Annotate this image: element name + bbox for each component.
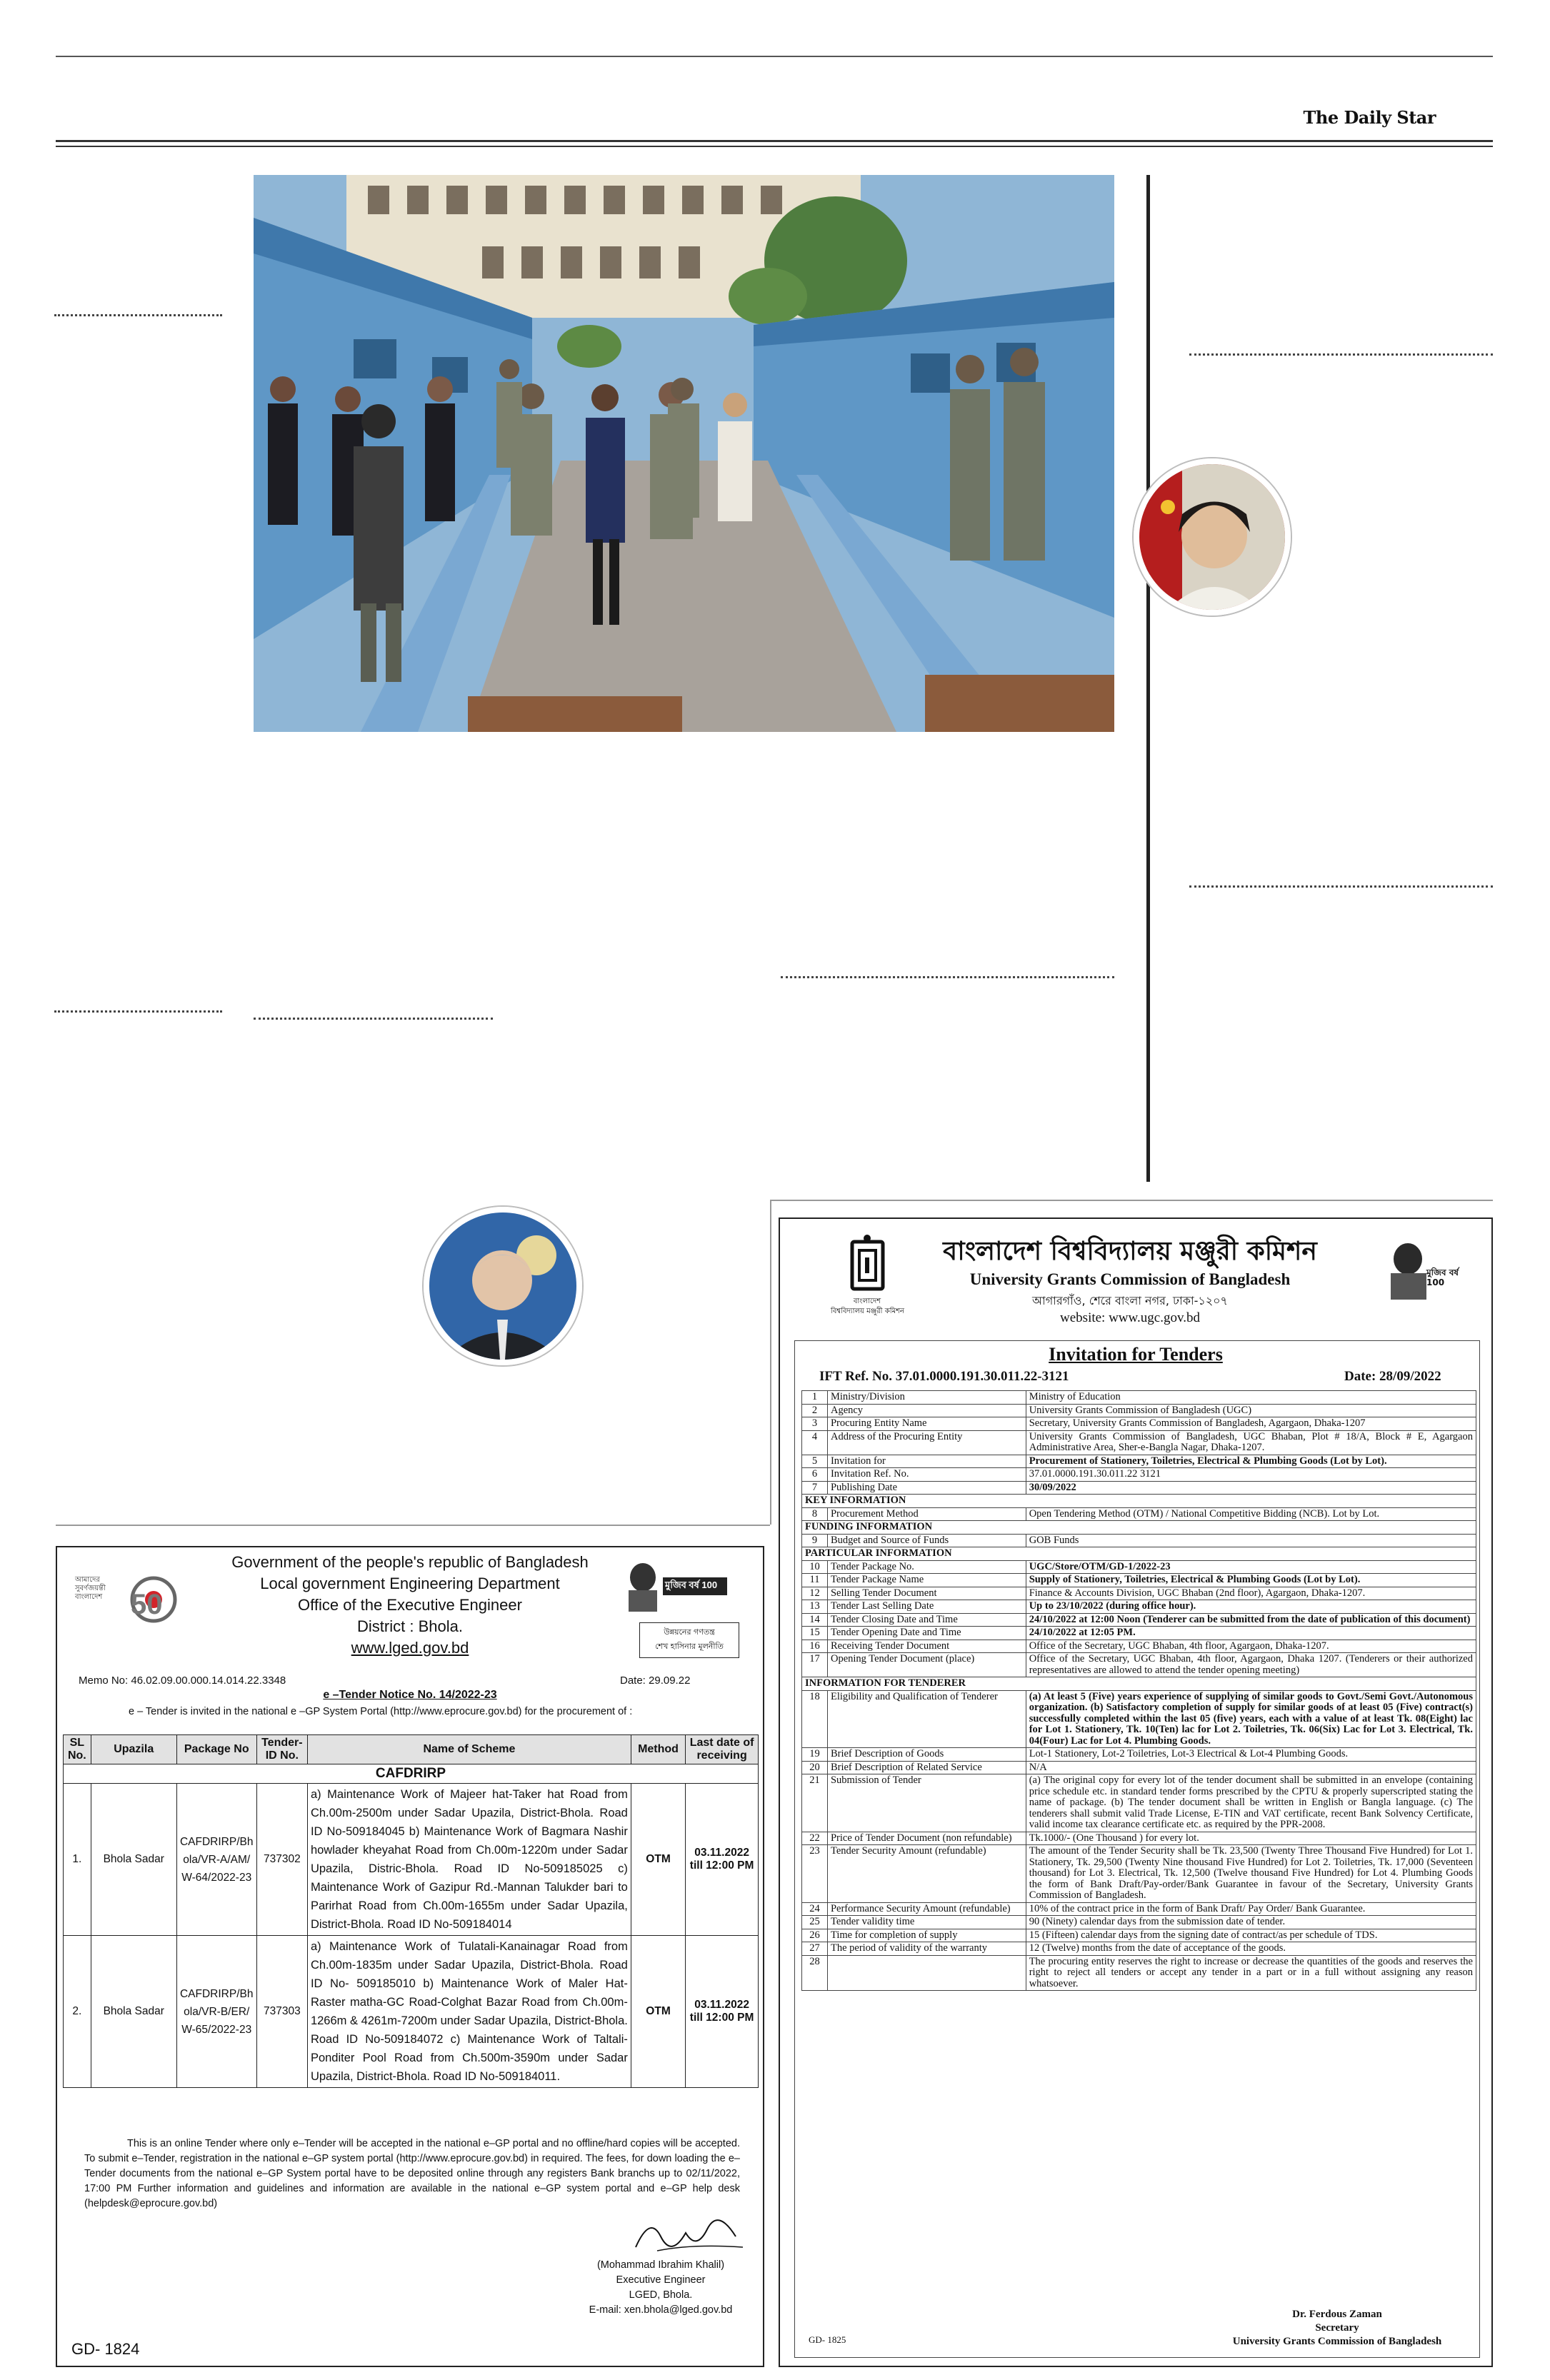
ugc-signatory-org: University Grants Commission of Bangladesh bbox=[1232, 2336, 1442, 2347]
signatory-name: (Mohammad Ibrahim Khalil) bbox=[596, 2259, 725, 2271]
row-number: 15 bbox=[802, 1627, 828, 1640]
logo-year: 50 bbox=[131, 1589, 163, 1620]
header-line-3: Office of the Executive Engineer bbox=[298, 1596, 522, 1614]
row-label: Budget and Source of Funds bbox=[827, 1534, 1026, 1547]
row-upazila: Bhola Sadar bbox=[91, 1936, 176, 2088]
story-separator-left-2 bbox=[54, 1010, 222, 1013]
table-row bbox=[802, 1507, 1476, 1521]
mujib-100-stamp bbox=[621, 1562, 729, 1612]
row-value: 10% of the contract price in the form of Bank Draft/ Pay Order/ Bank Guarantee. bbox=[1026, 1902, 1476, 1916]
row-value: Lot-1 Stationery, Lot-2 Toiletries, Lot-3 Electrical & Lot-4 Plumbing Goods. bbox=[1026, 1748, 1476, 1762]
table-row bbox=[802, 1774, 1476, 1832]
row-number: 1 bbox=[802, 1391, 828, 1405]
notice-area-rule-left bbox=[56, 1525, 770, 1526]
ugc-signatory-name: Dr. Ferdous Zaman bbox=[1292, 2309, 1382, 2320]
section-row bbox=[802, 1521, 1476, 1535]
row-value: N/A bbox=[1026, 1761, 1476, 1774]
row-number: 25 bbox=[802, 1916, 828, 1929]
row-label: Tender Package Name bbox=[827, 1574, 1026, 1587]
row-value: Ministry of Education bbox=[1026, 1391, 1476, 1405]
row-number: 7 bbox=[802, 1481, 828, 1495]
row-label: Tender validity time bbox=[827, 1916, 1026, 1929]
row-label: Invitation Ref. No. bbox=[827, 1468, 1026, 1482]
row-label: Tender Security Amount (refundable) bbox=[827, 1845, 1026, 1903]
gd-code: GD- 1824 bbox=[71, 2340, 140, 2358]
row-value: 30/09/2022 bbox=[1026, 1481, 1476, 1495]
header-line-4: District : Bhola. bbox=[357, 1617, 463, 1635]
section-label: KEY INFORMATION bbox=[802, 1495, 1476, 1508]
row-number: 28 bbox=[802, 1955, 828, 1991]
row-value: The procuring entity reserves the right to increase or decrease the quantities of the goods and reserves the right to reject all tenders or accept any tender in a part or in a full without assigning any reason whatsoever. bbox=[1026, 1955, 1476, 1991]
news-photo bbox=[254, 175, 1114, 732]
row-package: CAFDRIRP/Bhola/VR-B/ER/W-65/2022-23 bbox=[176, 1936, 256, 2088]
table-row bbox=[802, 1942, 1476, 1956]
ugc-mujib-stamp bbox=[1384, 1239, 1476, 1303]
ugc-ift-ref: IFT Ref. No. 37.01.0000.191.30.011.22-3121 bbox=[819, 1369, 1069, 1384]
table-row bbox=[802, 1902, 1476, 1916]
row-number: 27 bbox=[802, 1942, 828, 1956]
header-double-rule-2 bbox=[56, 146, 1493, 147]
table-row bbox=[802, 1481, 1476, 1495]
row-sl: 2. bbox=[64, 1936, 91, 2088]
table-row bbox=[64, 1784, 759, 1936]
table-row bbox=[802, 1600, 1476, 1614]
row-value: The amount of the Tender Security shall be Tk. 23,500 (Twenty Three Thousand Five Hundred) for Lot 1. Stationery, Tk. 29,500 (Twenty Nine thousand Five Hundred) for Lot 2. Toiletries, Tk. 17,000 (Seventeen thousand) for Lot 3. Electrical, Tk. 12,500 (Twelve thousand Five Hundred) for Lot 4. Plumbing Goods the form of Bank Draft/Pay-order/Bank Guarantee in favour of the Secretary, University Grants Commission of Bangladesh. bbox=[1026, 1845, 1476, 1903]
row-method: OTM bbox=[631, 1784, 685, 1936]
table-row bbox=[802, 1845, 1476, 1903]
row-number: 3 bbox=[802, 1417, 828, 1431]
ugc-title-bangla: বাংলাদেশ বিশ্ববিদ্যালয় মঞ্জুরী কমিশন bbox=[943, 1237, 1317, 1266]
row-value: 37.01.0000.191.30.011.22 3121 bbox=[1026, 1468, 1476, 1482]
row-number: 24 bbox=[802, 1902, 828, 1916]
notice-date: Date: 29.09.22 bbox=[620, 1674, 691, 1687]
row-label: Ministry/Division bbox=[827, 1391, 1026, 1405]
section-label: FUNDING INFORMATION bbox=[802, 1521, 1476, 1535]
row-value: University Grants Commission of Bangladesh, UGC Bhaban, Plot # 18/A, Block # E, Agargaon Administrative Area, Sher-e-Bangla Nagar, Dhaka-1207. bbox=[1026, 1430, 1476, 1455]
row-value: Open Tendering Method (OTM) / National Competitive Bidding (NCB). Lot by Lot. bbox=[1026, 1507, 1476, 1521]
ugc-address: আগারগাঁও, শেরে বাংলা নগর, ঢাকা-১২০৭ bbox=[1032, 1294, 1228, 1307]
badge-line-1: উন্নয়নের গণতন্ত্র bbox=[664, 1627, 715, 1637]
row-number: 6 bbox=[802, 1468, 828, 1482]
table-group-row bbox=[64, 1764, 759, 1784]
masthead-logo: The Daily Star bbox=[1303, 107, 1436, 128]
row-label: Agency bbox=[827, 1404, 1026, 1417]
section-row bbox=[802, 1547, 1476, 1561]
row-scheme: a) Maintenance Work of Majeer hat-Taker hat Road from Ch.00m-2500m under Sadar Upazila, District-Bhola. Road ID No-509184045 b) Maintenance Work of Bagmara Nashir howlader kheyahat Road from Ch.00m-1220m under Sadar Upazila, Distric-Bhola. Road ID No-509185025 c) Maintenance Work of Gazipur Rd.-Mannan Talukder bari to Parirhat Road from Ch.00m-1655m under Sadar Upazila, District-Bhola. Road ID No-509184014 bbox=[307, 1784, 631, 1936]
table-row bbox=[802, 1748, 1476, 1762]
row-label: Address of the Procuring Entity bbox=[827, 1430, 1026, 1455]
col-package: Package No bbox=[176, 1735, 256, 1764]
row-value: (a) At least 5 (Five) years experience of supplying of similar goods to Govt./Semi Govt./Autonomous organization. (b) Satisfactory completion of supply for similar goods of at least 05 (Five) contract(s) successfully completed within the last 05 (five) years, each with a value of at least Tk. 08(Eight) lac for Lot 1. Stationery, Tk. 10(Ten) lac for Lot 2. Toiletries, Tk. 06(Six) Lac for Lot 3. Electrical, Tk. 04(Four) Lac for Lot 4. Plumbing Goods. bbox=[1026, 1690, 1476, 1748]
section-label: PARTICULAR INFORMATION bbox=[802, 1547, 1476, 1561]
row-number: 19 bbox=[802, 1748, 828, 1762]
table-row bbox=[802, 1468, 1476, 1482]
row-label: Brief Description of Related Service bbox=[827, 1761, 1026, 1774]
table-row bbox=[802, 1653, 1476, 1677]
header-line-2: Local government Engineering Department bbox=[260, 1575, 560, 1592]
row-upazila: Bhola Sadar bbox=[91, 1784, 176, 1936]
row-label: Submission of Tender bbox=[827, 1774, 1026, 1832]
row-scheme: a) Maintenance Work of Tulatali-Kanainagar Road from Ch.00m-1835m under Sadar Upazila, District-Bhola. Road ID No- 509185010 b) Maintenance Work of Maler Hat-Raster matha-GC Road-Colghat Bazar Road from Ch.00m-1266m & 4261m-7200m under Sadar Upazila, District-Bhola. Road ID No-509184072 c) Maintenance Work of Taltali-Ponditer Pool Road from Ch.500m-3590m under Sadar Upazila, District-Bhola. Road ID No-509184011. bbox=[307, 1936, 631, 2088]
row-number: 17 bbox=[802, 1653, 828, 1677]
ugc-date: Date: 28/09/2022 bbox=[1344, 1369, 1441, 1384]
row-number: 18 bbox=[802, 1690, 828, 1748]
story-separator-mid-1 bbox=[254, 1018, 493, 1020]
table-row bbox=[802, 1560, 1476, 1574]
row-number: 26 bbox=[802, 1929, 828, 1942]
col-tender-id: Tender-ID No. bbox=[256, 1735, 307, 1764]
top-rule bbox=[56, 56, 1493, 57]
table-row bbox=[802, 1587, 1476, 1600]
row-value: 12 (Twelve) months from the date of acceptance of the goods. bbox=[1026, 1942, 1476, 1956]
portrait-photo-left bbox=[424, 1207, 582, 1365]
ugc-logo-caption-2: বিশ্ববিদ্যালয় মঞ্জুরী কমিশন bbox=[830, 1307, 905, 1315]
notice-title: e –Tender Notice No. 14/2022-23 bbox=[323, 1689, 497, 1701]
row-package: CAFDRIRP/Bhola/VR-A/AM/W-64/2022-23 bbox=[176, 1784, 256, 1936]
row-last-date: 03.11.2022 till 12:00 PM bbox=[686, 1936, 759, 2088]
table-row bbox=[802, 1832, 1476, 1845]
col-upazila: Upazila bbox=[91, 1735, 176, 1764]
table-row bbox=[802, 1955, 1476, 1991]
header-double-rule-1 bbox=[56, 140, 1493, 142]
section-label: INFORMATION FOR TENDERER bbox=[802, 1677, 1476, 1691]
row-value: UGC/Store/OTM/GD-1/2022-23 bbox=[1026, 1560, 1476, 1574]
ugc-info-table bbox=[801, 1390, 1476, 1991]
story-separator-mid-2 bbox=[781, 976, 1114, 978]
row-number: 9 bbox=[802, 1534, 828, 1547]
row-value: Supply of Stationery, Toiletries, Electrical & Plumbing Goods (Lot by Lot). bbox=[1026, 1574, 1476, 1587]
row-value: Secretary, University Grants Commission of Bangladesh, Agargaon, Dhaka-1207 bbox=[1026, 1417, 1476, 1431]
row-number: 20 bbox=[802, 1761, 828, 1774]
mujib-stamp-label: মুজিব বর্ষ 100 bbox=[663, 1577, 727, 1595]
section-row bbox=[802, 1677, 1476, 1691]
row-label: Selling Tender Document bbox=[827, 1587, 1026, 1600]
ugc-signatory-block bbox=[1201, 2308, 1473, 2349]
row-label: Tender Opening Date and Time bbox=[827, 1627, 1026, 1640]
row-number: 4 bbox=[802, 1430, 828, 1455]
table-row bbox=[802, 1417, 1476, 1431]
row-label: Performance Security Amount (refundable) bbox=[827, 1902, 1026, 1916]
table-row bbox=[64, 1936, 759, 2088]
ugc-gd-code: GD- 1825 bbox=[809, 2334, 846, 2345]
row-value: Office of the Secretary, UGC Bhaban, 4th floor, Agargaon, Dhaka-1207. bbox=[1026, 1640, 1476, 1653]
table-row bbox=[802, 1761, 1476, 1774]
row-value: Tk.1000/- (One Thousand ) for every lot. bbox=[1026, 1832, 1476, 1845]
story-separator-left-1 bbox=[54, 314, 222, 316]
col-scheme: Name of Scheme bbox=[307, 1735, 631, 1764]
badge-line-2: শেখ হাসিনার মূলনীতি bbox=[655, 1642, 724, 1651]
development-badge bbox=[639, 1622, 739, 1658]
row-tender-id: 737302 bbox=[256, 1784, 307, 1936]
row-number: 13 bbox=[802, 1600, 828, 1614]
row-label bbox=[827, 1955, 1026, 1991]
story-separator-right-1 bbox=[1189, 353, 1493, 356]
table-header-row bbox=[64, 1735, 759, 1764]
table-row bbox=[802, 1404, 1476, 1417]
table-row bbox=[802, 1916, 1476, 1929]
tender-table bbox=[63, 1734, 759, 2088]
logo-caption: আমাদের সুবর্ণজয়ন্তী বাংলাদেশ bbox=[75, 1576, 106, 1601]
row-sl: 1. bbox=[64, 1784, 91, 1936]
story-separator-right-2 bbox=[1189, 885, 1493, 888]
row-label: Procurement Method bbox=[827, 1507, 1026, 1521]
row-label: Price of Tender Document (non refundable) bbox=[827, 1832, 1026, 1845]
column-rule-right bbox=[1146, 175, 1150, 1182]
row-value: Office of the Secretary, UGC Bhaban, 4th floor, Agargaon, Dhaka 1207. (Tenderers or their authorized representatives are allowed to attend the tender opening meeting) bbox=[1026, 1653, 1476, 1677]
row-method: OTM bbox=[631, 1936, 685, 2088]
row-number: 14 bbox=[802, 1613, 828, 1627]
ugc-logo-caption-1: বাংলাদেশ bbox=[853, 1297, 881, 1305]
table-row bbox=[802, 1929, 1476, 1942]
group-label: CAFDRIRP bbox=[64, 1764, 759, 1784]
memo-number: Memo No: 46.02.09.00.000.14.014.22.3348 bbox=[79, 1674, 286, 1687]
ugc-notice-title: Invitation for Tenders bbox=[1049, 1344, 1223, 1365]
row-tender-id: 737303 bbox=[256, 1936, 307, 2088]
row-number: 2 bbox=[802, 1404, 828, 1417]
table-row bbox=[802, 1640, 1476, 1653]
row-number: 23 bbox=[802, 1845, 828, 1903]
row-label: Publishing Date bbox=[827, 1481, 1026, 1495]
row-label: Tender Last Selling Date bbox=[827, 1600, 1026, 1614]
row-value: 90 (Ninety) calendar days from the submission date of tender. bbox=[1026, 1916, 1476, 1929]
row-value: Finance & Accounts Division, UGC Bhaban (2nd floor), Agargaon, Dhaka-1207. bbox=[1026, 1587, 1476, 1600]
signature-image bbox=[629, 2208, 750, 2261]
table-row bbox=[802, 1430, 1476, 1455]
ugc-website[interactable]: website: www.ugc.gov.bd bbox=[1060, 1310, 1200, 1325]
table-row bbox=[802, 1455, 1476, 1468]
row-label: Opening Tender Document (place) bbox=[827, 1653, 1026, 1677]
row-value: GOB Funds bbox=[1026, 1534, 1476, 1547]
ugc-mujib-stamp-label: মুজিব বর্ষ 100 bbox=[1426, 1267, 1459, 1287]
ugc-tender-notice bbox=[779, 1217, 1493, 2367]
table-row bbox=[802, 1534, 1476, 1547]
row-value: University Grants Commission of Bangladesh (UGC) bbox=[1026, 1404, 1476, 1417]
row-value: 24/10/2022 at 12:05 PM. bbox=[1026, 1627, 1476, 1640]
row-number: 12 bbox=[802, 1587, 828, 1600]
row-number: 21 bbox=[802, 1774, 828, 1832]
row-number: 22 bbox=[802, 1832, 828, 1845]
section-row bbox=[802, 1495, 1476, 1508]
ugc-title-english: University Grants Commission of Bangladesh bbox=[969, 1270, 1291, 1288]
table-row bbox=[802, 1690, 1476, 1748]
header-line-1: Government of the people's republic of Bangladesh bbox=[231, 1553, 589, 1571]
row-value: Up to 23/10/2022 (during office hour). bbox=[1026, 1600, 1476, 1614]
row-label: Time for completion of supply bbox=[827, 1929, 1026, 1942]
table-row bbox=[802, 1391, 1476, 1405]
table-row bbox=[802, 1613, 1476, 1627]
col-method: Method bbox=[631, 1735, 685, 1764]
col-last-date: Last date of receiving bbox=[686, 1735, 759, 1764]
row-last-date: 03.11.2022 till 12:00 PM bbox=[686, 1784, 759, 1936]
lged-tender-notice bbox=[56, 1546, 764, 2367]
row-value: 24/10/2022 at 12:00 Noon (Tenderer can be submitted from the date of publication of this document) bbox=[1026, 1613, 1476, 1627]
row-number: 11 bbox=[802, 1574, 828, 1587]
row-number: 5 bbox=[802, 1455, 828, 1468]
row-label: Brief Description of Goods bbox=[827, 1748, 1026, 1762]
row-label: Tender Closing Date and Time bbox=[827, 1613, 1026, 1627]
table-row bbox=[802, 1627, 1476, 1640]
signatory-email[interactable]: E-mail: xen.bhola@lged.gov.bd bbox=[589, 2304, 733, 2316]
signatory-block bbox=[571, 2258, 750, 2318]
col-sl: SL No. bbox=[64, 1735, 91, 1764]
row-value: 15 (Fifteen) calendar days from the signing date of contract/as per schedule of TDS. bbox=[1026, 1929, 1476, 1942]
portrait-photo-right bbox=[1134, 458, 1291, 616]
signatory-title: Executive Engineer bbox=[616, 2274, 706, 2286]
website-link[interactable]: www.lged.gov.bd bbox=[351, 1639, 469, 1657]
notice-area-rule-vert bbox=[770, 1200, 771, 1525]
row-number: 16 bbox=[802, 1640, 828, 1653]
row-value: (a) The original copy for every lot of the tender document shall be submitted in an envelope (containing price schedule etc. in standard tender forms prescribed by the CPTU & properly superscripted stating the name of package. (b) The tender document shall be written in English or Bangla language. (c) The tenderers shall submit valid Trade License, E-TIN and VAT certificate, recent Bank Solvency Certificate, valid income tax clearance certificate etc. as required by the PPR-2008. bbox=[1026, 1774, 1476, 1832]
row-label: Eligibility and Qualification of Tenderer bbox=[827, 1690, 1026, 1748]
row-label: Tender Package No. bbox=[827, 1560, 1026, 1574]
notice-footer-text: This is an online Tender where only e–Tender will be accepted in the national e–GP portal and no offline/hard copies will be accepted. To submit e–Tender, registration in the national e–GP system portal (http://www.eprocure.gov.bd) in required. The fees, for down loading the e–Tender documents from the national e–GP System portal have to be deposited online through any registers Bank branchs up to 02/11/2022, 17:00 PM Further information and guidelines and information are available in the national e–GP system portal and e–GP help desk (helpdesk@eprocure.gov.bd) bbox=[84, 2138, 740, 2209]
row-label: The period of validity of the warranty bbox=[827, 1942, 1026, 1956]
row-number: 8 bbox=[802, 1507, 828, 1521]
row-value: Procurement of Stationery, Toiletries, Electrical & Plumbing Goods (Lot by Lot). bbox=[1026, 1455, 1476, 1468]
ugc-logo-icon bbox=[848, 1233, 887, 1294]
notice-area-rule-top bbox=[770, 1200, 1493, 1201]
signatory-office: LGED, Bhola. bbox=[629, 2289, 693, 2301]
row-number: 10 bbox=[802, 1560, 828, 1574]
notice-intro: e – Tender is invited in the national e –GP System Portal (http://www.eprocure.gov.bd) for the procurement of : bbox=[129, 1706, 633, 1717]
row-label: Procuring Entity Name bbox=[827, 1417, 1026, 1431]
table-row bbox=[802, 1574, 1476, 1587]
row-label: Receiving Tender Document bbox=[827, 1640, 1026, 1653]
ugc-signatory-title: Secretary bbox=[1315, 2322, 1359, 2334]
row-label: Invitation for bbox=[827, 1455, 1026, 1468]
